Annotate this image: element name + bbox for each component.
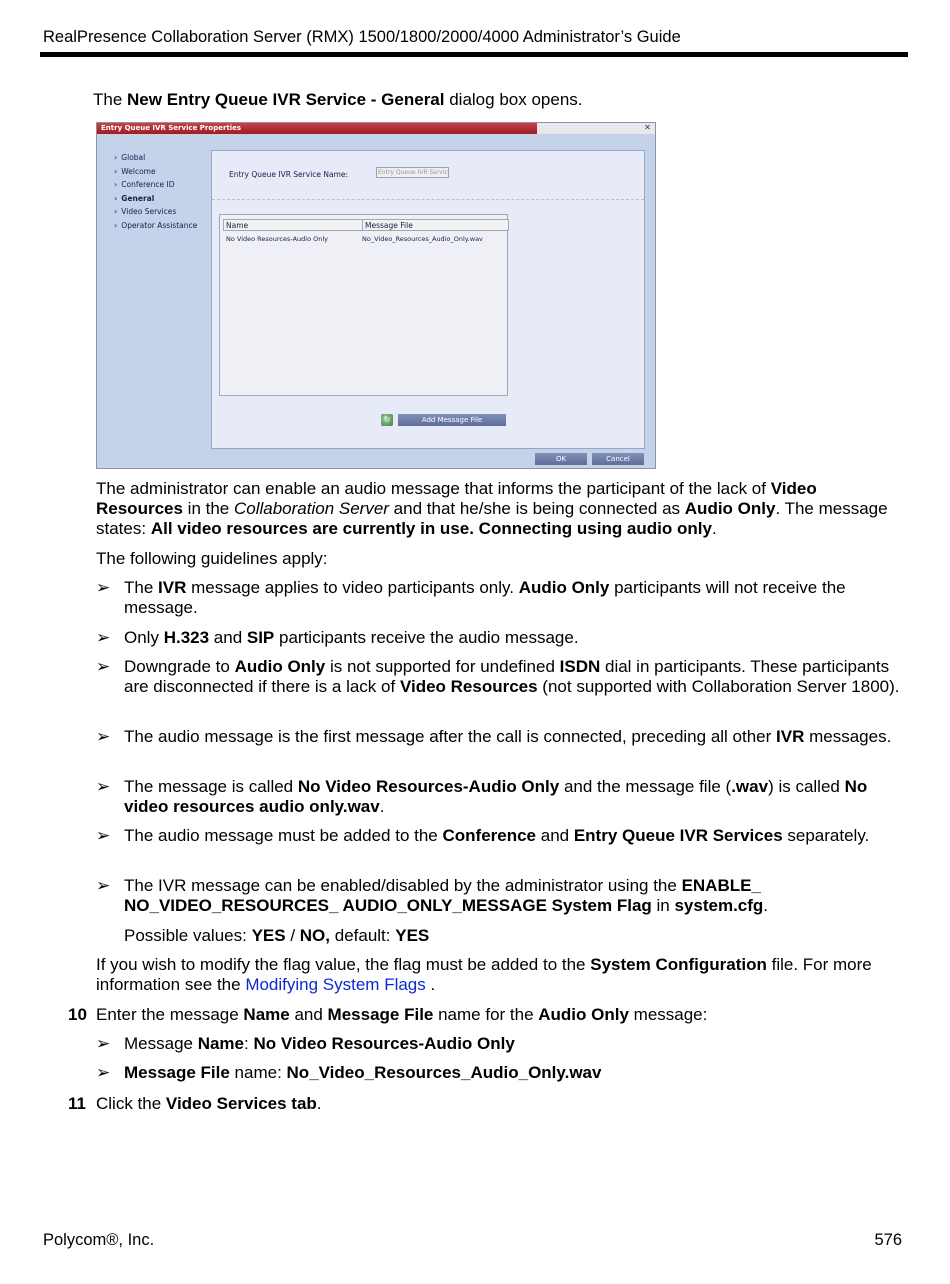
service-name-field[interactable]: Entry Queue IVR Servic [378,169,448,176]
nav-item-video-services[interactable]: › Video Services [114,207,177,216]
dialog-titlebar [537,123,655,134]
bullet-arrow-icon: ➢ [96,628,111,647]
dialog-title: Entry Queue IVR Service Properties [97,123,541,134]
general-panel [211,150,645,449]
list-item: ➢ The IVR message applies to video participants only. Audio Only participants will not receive the message. [96,578,846,617]
column-header-message-file[interactable]: Message File [362,220,413,231]
row-file-cell: No_Video_Resources_Audio_Only.wav [362,235,483,243]
bullet-arrow-icon: ➢ [96,1063,111,1082]
dialog-nav [114,151,197,232]
nav-item-operator-assistance[interactable]: › Operator Assistance [114,220,198,230]
bullet-arrow-icon: ➢ [96,826,111,845]
intro-line: The New Entry Queue IVR Service - General dialog box opens. [93,90,583,109]
chevron-right-icon: › [114,153,118,162]
bullet-arrow-icon: ➢ [96,1034,111,1053]
chevron-right-icon: › [114,207,118,216]
chevron-right-icon: › [114,180,118,189]
list-item: ➢ The audio message is the first message after the call is connected, preceding all other IVR messages. [96,727,892,746]
nav-item-welcome[interactable]: › Welcome [114,166,156,176]
close-icon[interactable]: ✕ [644,123,651,132]
modifying-system-flags-link[interactable]: Modifying System Flags [245,975,426,994]
chevron-right-icon: › [114,220,118,230]
add-message-file-button[interactable]: Add Message File [398,414,506,426]
bullet-arrow-icon: ➢ [96,777,111,796]
bullet-arrow-icon: ➢ [96,876,111,895]
service-name-label: Entry Queue IVR Service Name: [229,170,349,179]
list-item: ➢ Message File name: No_Video_Resources_Audio_Only.wav [96,1063,602,1082]
step-number: 11 [68,1094,86,1113]
bullet-arrow-icon: ➢ [96,578,111,597]
nav-item-global[interactable]: › Global [114,153,146,162]
panel-separator [212,199,644,200]
list-item: ➢ Message Name: No Video Resources-Audio Only [96,1034,515,1053]
guidelines-intro: The following guidelines apply: [96,549,328,568]
footer-company: Polycom®, Inc. [43,1231,155,1249]
bullet-arrow-icon: ➢ [96,657,111,676]
list-item: ➢ Only H.323 and SIP participants receive the audio message. [96,628,579,647]
ok-button[interactable]: OK [535,453,587,465]
list-item: ➢ Downgrade to Audio Only is not supported for undefined ISDN dial in participants. These participants are disconnected if there is a lack of Video Resources (not supported with Collaboration Server 1800). [96,657,900,696]
step-10: 10 Enter the message Name and Message File name for the Audio Only message: [68,1005,708,1024]
step-11: 11 Click the Video Services tab. [68,1094,322,1113]
message-list [219,214,508,396]
page-header: RealPresence Collaboration Server (RMX) 1500/1800/2000/4000 Administrator’s Guide [43,28,681,46]
step-number: 10 [68,1005,87,1024]
paragraph-modify-flag: If you wish to modify the flag value, the flag must be added to the System Configuration file. For more information see the Modifying System Flags . [96,955,872,994]
bullet-arrow-icon: ➢ [96,727,111,746]
list-item: ➢ The message is called No Video Resources-Audio Only and the message file (.wav) is called No video resources audio only.wav. [96,777,868,816]
nav-item-general[interactable]: › General [114,193,155,203]
cancel-button[interactable]: Cancel [592,453,644,465]
list-item: ➢ The audio message must be added to the Conference and Entry Queue IVR Services separately. [96,826,870,845]
possible-values: Possible values: YES / NO, default: YES [124,926,430,945]
header-rule [40,52,908,57]
page-number: 576 [874,1231,902,1249]
list-header [223,219,509,231]
chevron-right-icon: › [114,166,118,176]
column-header-name[interactable]: Name [226,221,249,230]
list-item: ➢ The IVR message can be enabled/disabled by the administrator using the ENABLE_ NO_VIDEO_RESOURCES_ AUDIO_ONLY_MESSAGE System Flag in system.cfg. [96,876,769,915]
refresh-icon[interactable]: ↻ [381,414,393,426]
paragraph-audio-message: The administrator can enable an audio message that informs the participant of the lack of Video Resources in the Collaboration Server and that he/she is being connected as Audio Only. The message states: All video resources are currently in use. Connecting using audio only. [96,479,888,538]
chevron-right-icon: › [114,193,118,203]
row-name-cell: No Video Resources-Audio Only [226,235,329,243]
nav-item-conference-id[interactable]: › Conference ID [114,180,175,189]
ivr-service-dialog [96,122,656,469]
